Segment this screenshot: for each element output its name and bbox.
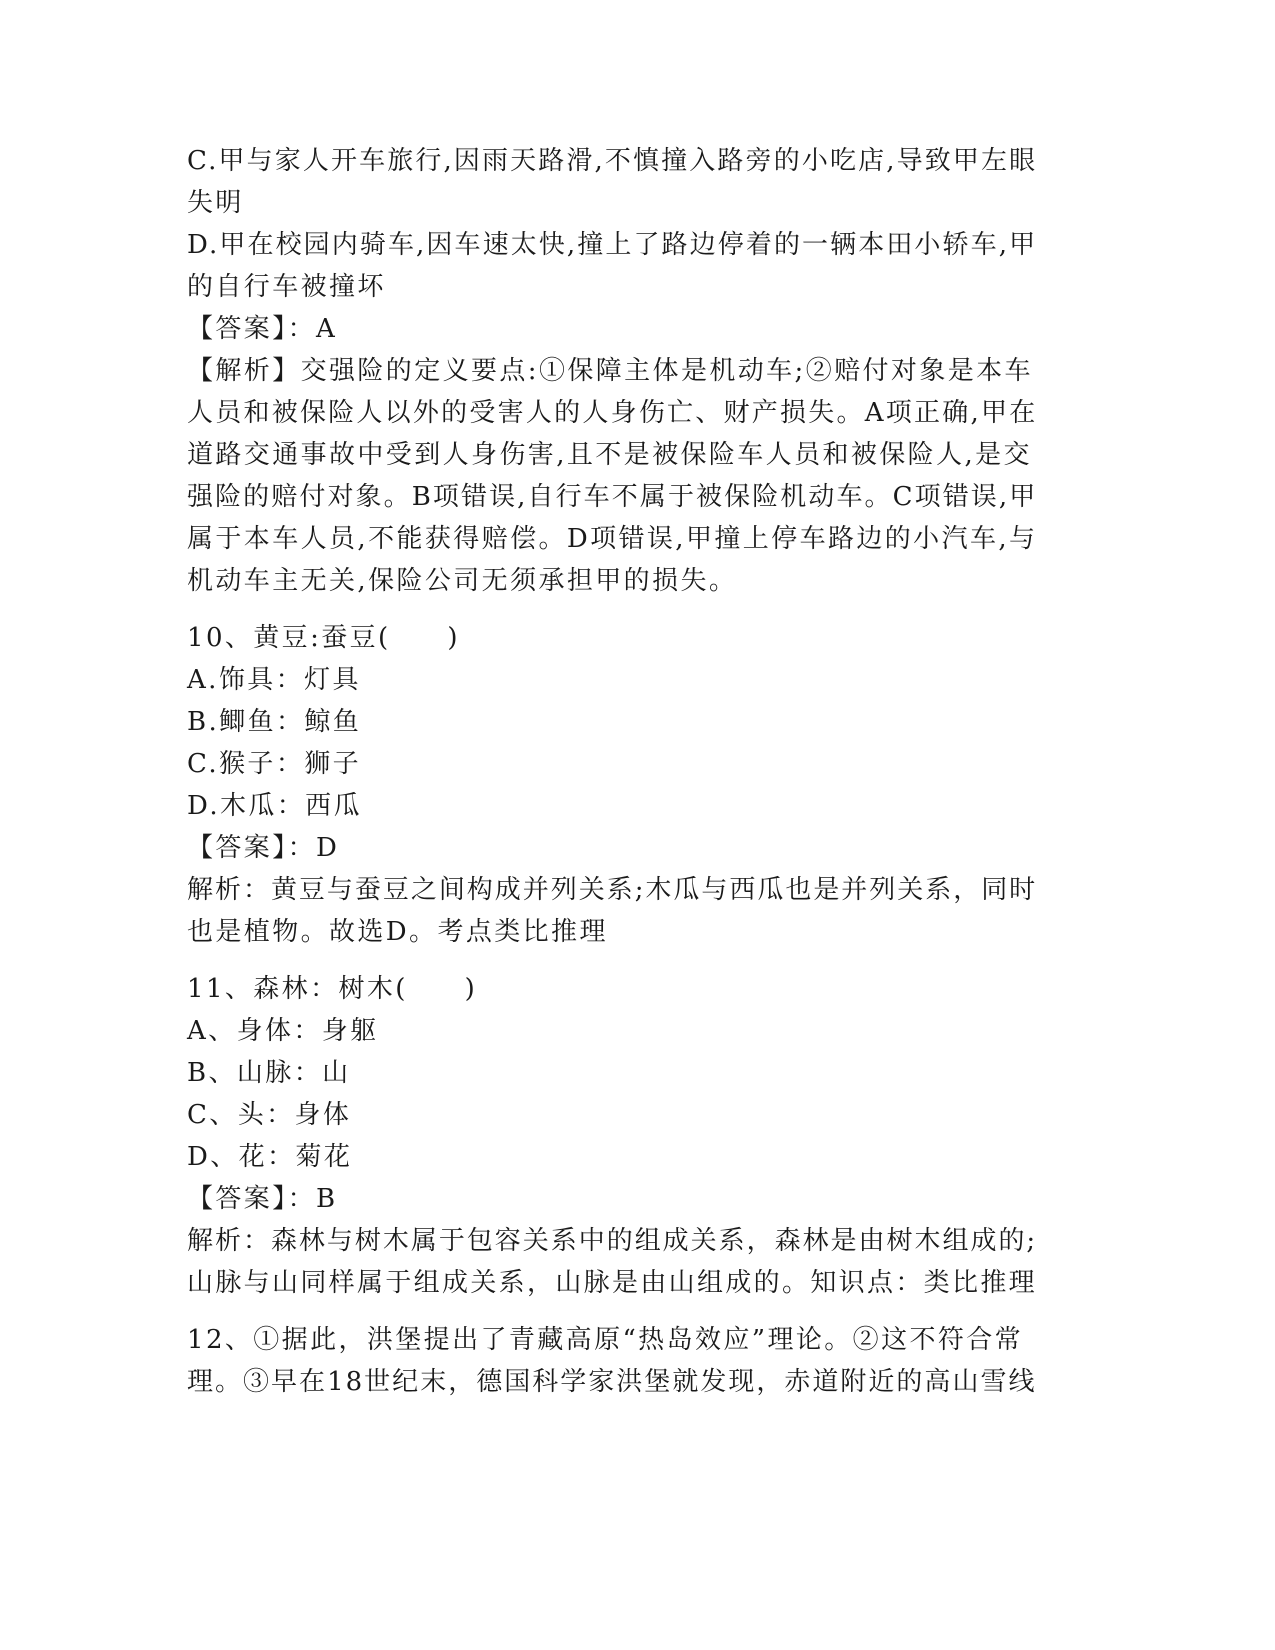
q9-option-c-line1: C.甲与家人开车旅行,因雨天路滑,不慎撞入路旁的小吃店,导致甲左眼 [187,146,1038,176]
q11-option-a: A、身体：身躯 [187,1016,379,1046]
q10-analysis-line: 也是植物。故选D。考点类比推理 [187,917,608,947]
q10-option-a: A.饰具：灯具 [187,665,361,695]
q9-option-d-line1: D.甲在校园内骑车,因车速太快,撞上了路边停着的一辆本田小轿车,甲 [187,230,1038,260]
q9-analysis-line: 强险的赔付对象。B项错误,自行车不属于被保险机动车。C项错误,甲 [187,482,1038,512]
q9-analysis-line: 道路交通事故中受到人身伤害,且不是被保险车人员和被保险人,是交 [187,440,1032,470]
q9-analysis-line: 人员和被保险人以外的受害人的人身伤亡、财产损失。A项正确,甲在 [187,398,1038,428]
q11-stem: 11、森林：树木( ) [187,974,478,1004]
q10-answer: 【答案】：D [187,833,340,863]
q11-analysis-line: 山脉与山同样属于组成关系，山脉是由山组成的。知识点：类比推理 [187,1268,1038,1298]
q9-analysis-line: 属于本车人员,不能获得赔偿。D项错误,甲撞上停车路边的小汽车,与 [187,524,1038,554]
q9-option-c-line2: 失明 [187,188,244,218]
q10-analysis-line: 解析：黄豆与蚕豆之间构成并列关系;木瓜与西瓜也是并列关系，同时 [187,875,1038,905]
q12-stem-line: 理。③早在18世纪末，德国科学家洪堡就发现，赤道附近的高山雪线 [187,1367,1037,1397]
q10-option-d: D.木瓜：西瓜 [187,791,362,821]
q12-stem-line: 12、①据此，洪堡提出了青藏高原“热岛效应”理论。②这不符合常 [187,1325,1024,1355]
q11-analysis-line: 解析：森林与树木属于包容关系中的组成关系，森林是由树木组成的; [187,1226,1038,1256]
q10-option-c: C.猴子：狮子 [187,749,362,779]
q11-option-d: D、花：菊花 [187,1142,353,1172]
q9-answer: 【答案】：A [187,314,338,344]
q9-option-d-line2: 的自行车被撞坏 [187,272,386,302]
q9-analysis-line: 机动车主无关,保险公司无须承担甲的损失。 [187,566,738,596]
q11-option-c: C、头：身体 [187,1100,352,1130]
q10-stem: 10、黄豆:蚕豆( ) [187,623,460,653]
q9-analysis-line: 【解析】交强险的定义要点:①保障主体是机动车;②赔付对象是本车 [187,356,1033,386]
q10-option-b: B.鲫鱼：鲸鱼 [187,707,362,737]
q11-option-b: B、山脉：山 [187,1058,351,1088]
q11-answer: 【答案】：B [187,1184,338,1214]
